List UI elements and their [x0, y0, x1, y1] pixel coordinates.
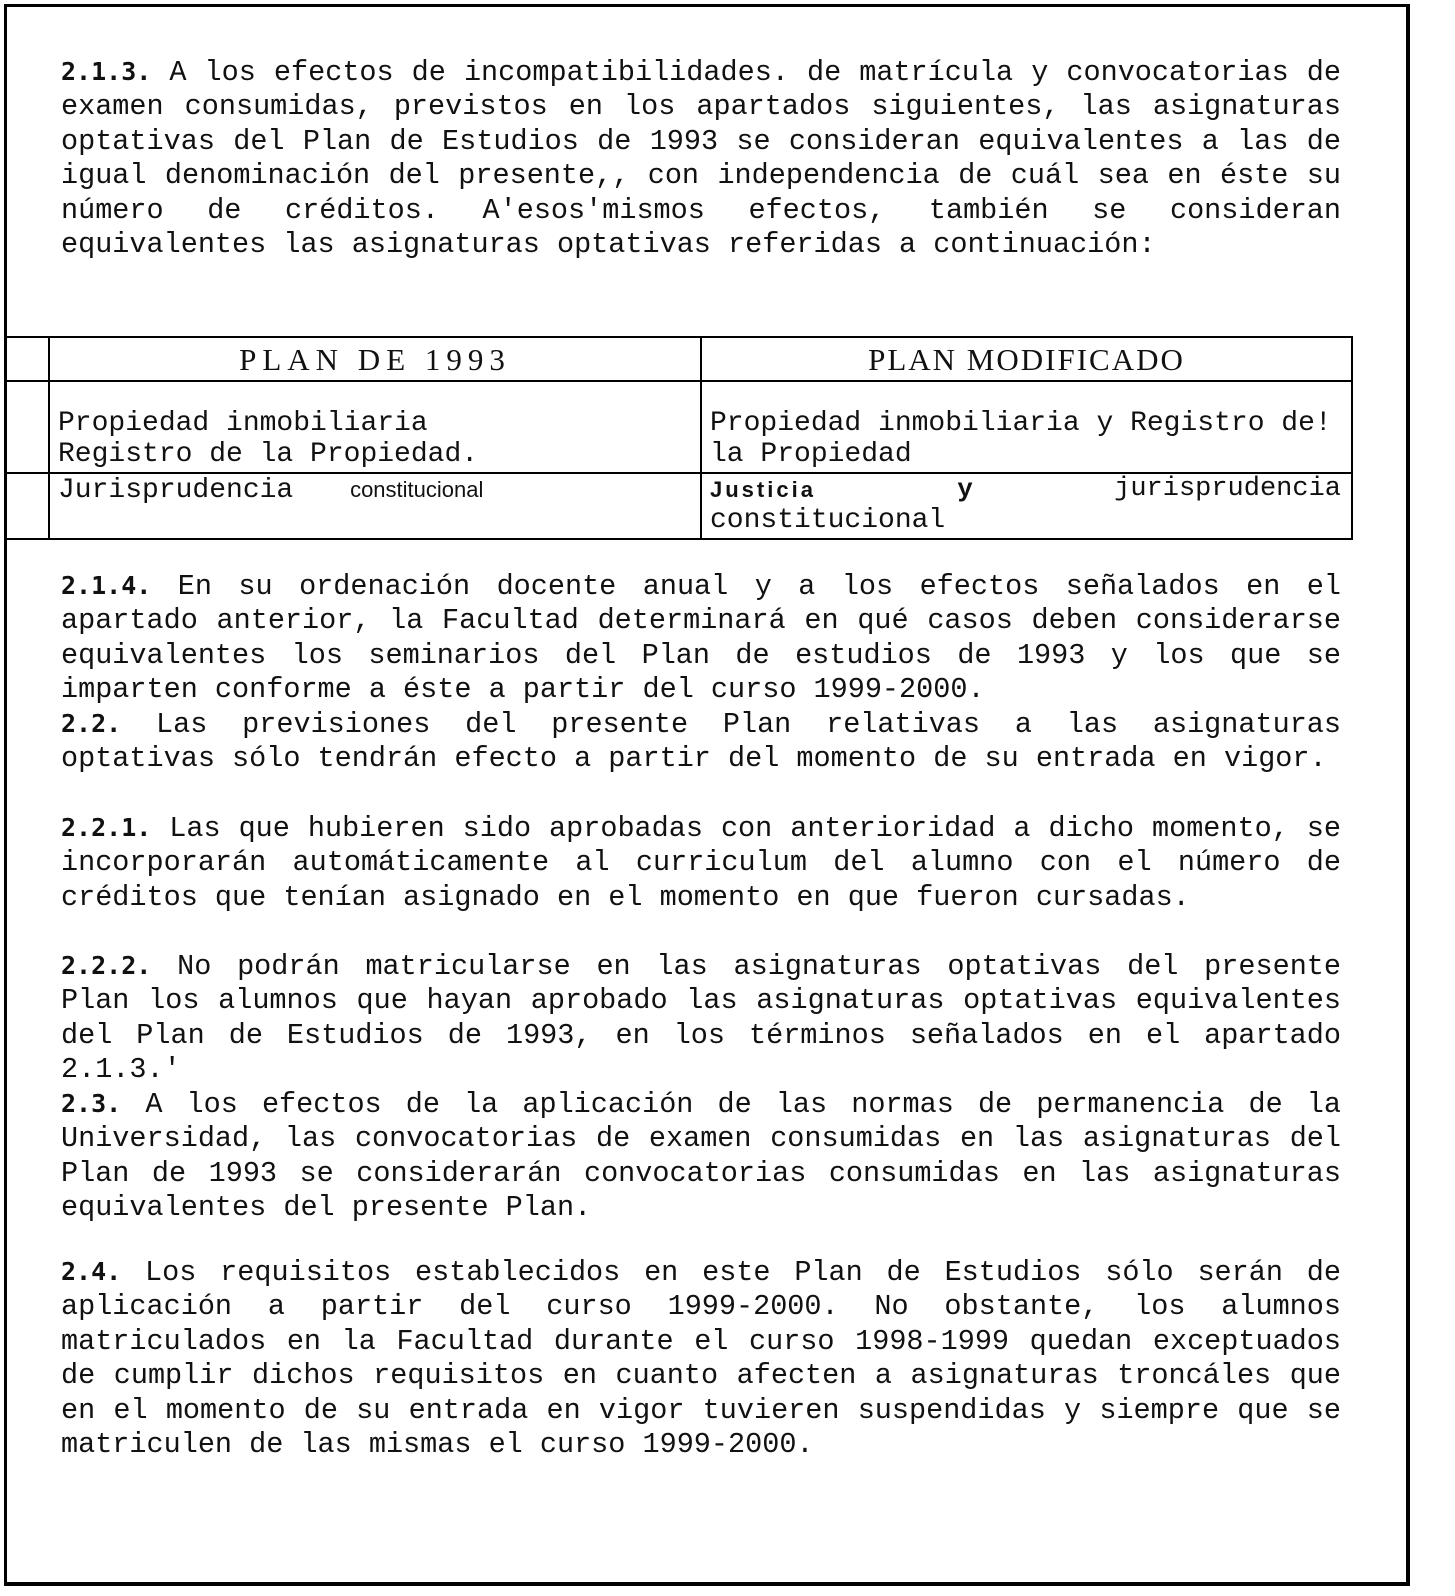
new-subject-cell — [701, 473, 1352, 539]
equivalence-table — [7, 336, 1353, 540]
paragraph-text: A los efectos de incompatibilidades. de matrícula y convocatorias de examen consumidas, previstos en los apartados siguientes, las asignaturas optativas del Plan de Estudios de 1993 se consideran equivalentes a las de igual denominación del presente,, con independencia de cuál sea en éste su número de créditos. A'esos'mismos efectos, también se consideran equivalentes las asignaturas optativas referidas a continuación: — [61, 56, 1341, 262]
new-subject-word: y — [957, 474, 973, 504]
paragraph-text: No podrán matricularse en las asignaturas optativas del presente Plan los alumnos que hayan aprobado las asignaturas optativas equivalentes del Plan de Estudios de 1993, en los términos señalados en el apartado 2.1.3.' — [61, 950, 1342, 1087]
old-subject-cell — [49, 473, 701, 539]
old-subject-cell — [49, 381, 701, 473]
new-subject-cell — [701, 381, 1352, 473]
old-subject-line: Propiedad inmobiliaria — [58, 408, 428, 439]
section-number: 2.1.3. — [61, 57, 152, 86]
new-subject-word: Justicia — [710, 477, 816, 502]
table-row — [7, 473, 1352, 539]
table-row — [7, 381, 1352, 473]
paragraph-2-4 — [61, 1255, 1341, 1462]
new-subject-line: constitucional — [710, 505, 946, 536]
section-number: 2.2.2. — [61, 951, 152, 980]
section-number: 2.2. — [61, 709, 122, 738]
old-subject-word: constitucional — [350, 477, 484, 502]
section-number: 2.1.4. — [61, 571, 152, 600]
table-stub-cell — [7, 473, 49, 539]
paragraph-text: Las previsiones del presente Plan relativas a las asignaturas optativas sólo tendrán efecto a partir del momento de su entrada en vigor. — [61, 708, 1341, 776]
paragraph-2-2 — [61, 707, 1341, 777]
new-subject-line: la Propiedad — [710, 439, 912, 470]
header-new-plan: PLAN MODIFICADO — [701, 337, 1352, 381]
paragraph-text: A los efectos de la aplicación de las normas de permanencia de la Universidad, las convocatorias de examen consumidas en las asignaturas del Plan de 1993 se considerarán convocatorias consumidas en las asignaturas equivalentes del presente Plan. — [61, 1088, 1341, 1225]
table-header-row — [7, 337, 1352, 381]
new-subject-word: jurisprudencia — [1114, 474, 1341, 504]
paragraph-text: En su ordenación docente anual y a los efectos señalados en el apartado anterior, la Facultad determinará en qué casos deben considerarse equivalentes los seminarios del Plan de estudios de 1993 y los que se imparten conforme a éste a partir del curso 1999-2000. — [61, 570, 1341, 707]
paragraph-2-2-2 — [61, 949, 1341, 1088]
paragraph-2-3 — [61, 1087, 1341, 1226]
table-stub-cell — [7, 337, 49, 381]
paragraph-2-1-3 — [61, 55, 1341, 262]
paragraph-2-2-1 — [61, 811, 1341, 915]
paragraph-2-1-4 — [61, 569, 1341, 708]
header-old-plan: PLAN DE 1993 — [49, 337, 701, 381]
new-subject-line — [710, 474, 1351, 505]
paragraph-text: Las que hubieren sido aprobadas con anterioridad a dicho momento, se incorporarán automáticamente al curriculum del alumno con el número de créditos que tenían asignado en el momento en que fueron cursadas. — [61, 812, 1341, 914]
section-number: 2.2.1. — [61, 813, 152, 842]
old-subject-word: Jurisprudencia — [58, 475, 294, 506]
paragraph-text: Los requisitos establecidos en este Plan de Estudios sólo serán de aplicación a partir del curso 1999-2000. No obstante, los alumnos matriculados en la Facultad durante el curso 1998-1999 quedan exceptuados de cumplir dichos requisitos en cuanto afecten a asignaturas troncáles que en el momento de su entrada en vigor tuvieren suspendidas y siempre que se matriculen de las mismas el curso 1999-2000. — [61, 1256, 1341, 1462]
document-page — [4, 4, 1410, 1586]
old-subject-line: Registro de la Propiedad. — [58, 439, 479, 470]
section-number: 2.4. — [61, 1257, 122, 1286]
new-subject-line: Propiedad inmobiliaria y Registro de! — [710, 408, 1332, 439]
section-number: 2.3. — [61, 1089, 122, 1118]
table-stub-cell — [7, 381, 49, 473]
